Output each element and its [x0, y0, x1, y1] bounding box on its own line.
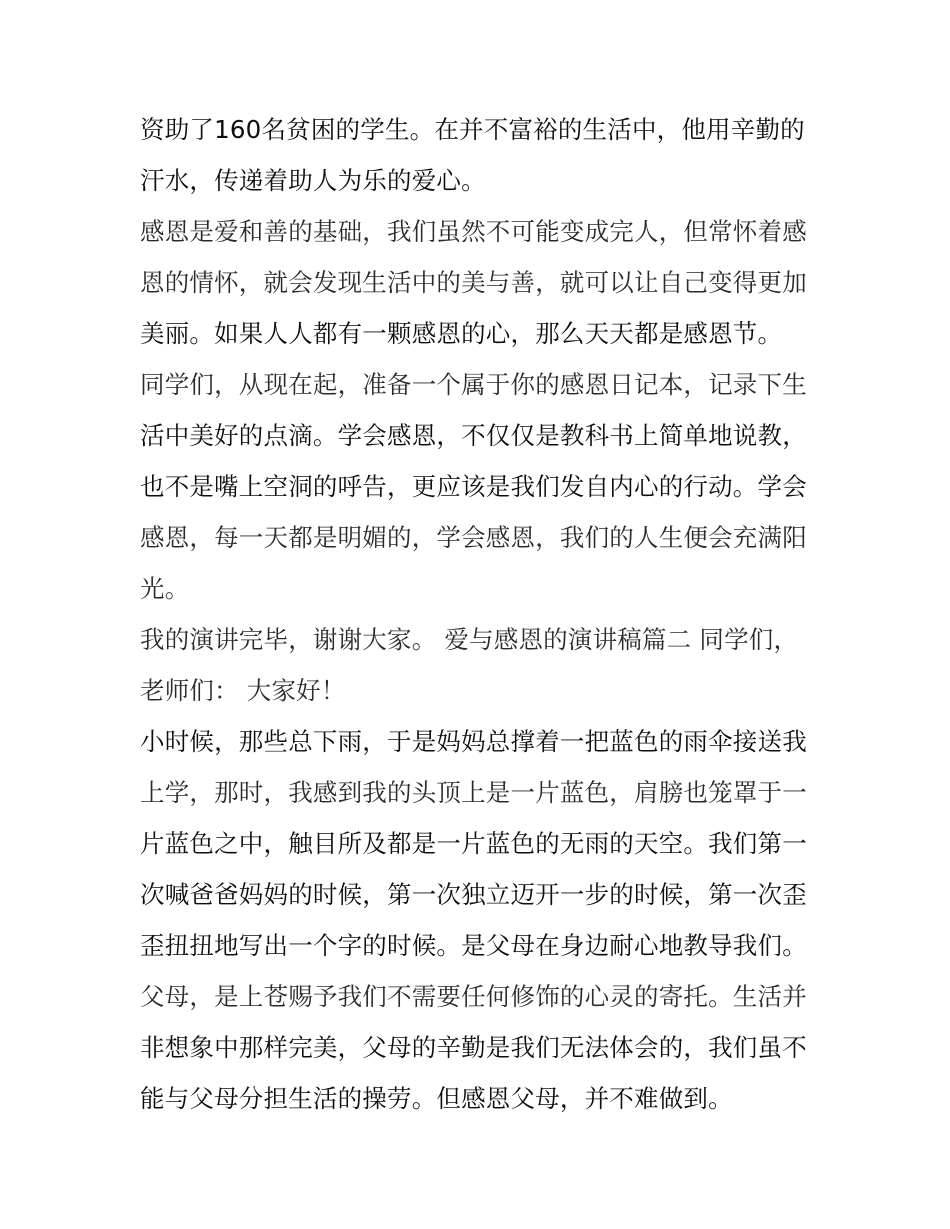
text-line: 同学们，从现在起，准备一个属于你的感恩日记本，记录下生: [140, 370, 807, 399]
text-line: 我的演讲完毕，谢谢大家。 爱与感恩的演讲稿篇二 同学们，: [140, 625, 799, 654]
text-line: 次喊爸爸妈妈的时候，第一次独立迈开一步的时候，第一次歪: [140, 880, 807, 909]
text-line: 美丽。如果人人都有一颗感恩的心，那么天天都是感恩节。: [140, 319, 783, 348]
text-line: 恩的情怀，就会发现生活中的美与善，就可以让自己变得更加: [140, 268, 807, 297]
text-line: 活中美好的点滴。学会感恩，不仅仅是教科书上简单地说教，: [140, 421, 807, 450]
text-line: 片蓝色之中，触目所及都是一片蓝色的无雨的天空。我们第一: [140, 829, 807, 858]
text-line: 老师们： 大家好！: [140, 676, 346, 705]
text-line: 小时候，那些总下雨，于是妈妈总撑着一把蓝色的雨伞接送我: [140, 727, 807, 756]
text-line: 汗水，传递着助人为乐的爱心。: [140, 166, 486, 195]
text-line: 歪扭扭地写出一个字的时候。是父母在身边耐心地教导我们。: [140, 931, 807, 960]
text-line: 父母，是上苍赐予我们不需要任何修饰的心灵的寄托。生活并: [140, 982, 807, 1011]
text-line: 感恩是爱和善的基础，我们虽然不可能变成完人，但常怀着感: [140, 217, 807, 246]
text-line: 光。: [140, 574, 190, 603]
text-line: 能与父母分担生活的操劳。但感恩父母，并不难做到。: [140, 1084, 733, 1113]
document-body: [140, 104, 820, 1124]
text-line: 感恩，每一天都是明媚的，学会感恩，我们的人生便会充满阳: [140, 523, 807, 552]
text-line: 上学，那时，我感到我的头顶上是一片蓝色，肩膀也笼罩于一: [140, 778, 807, 807]
text-line: 非想象中那样完美，父母的辛勤是我们无法体会的，我们虽不: [140, 1033, 807, 1062]
text-line: 资助了160名贫困的学生。在并不富裕的生活中，他用辛勤的: [140, 115, 805, 144]
text-line: 也不是嘴上空洞的呼告，更应该是我们发自内心的行动。学会: [140, 472, 807, 501]
